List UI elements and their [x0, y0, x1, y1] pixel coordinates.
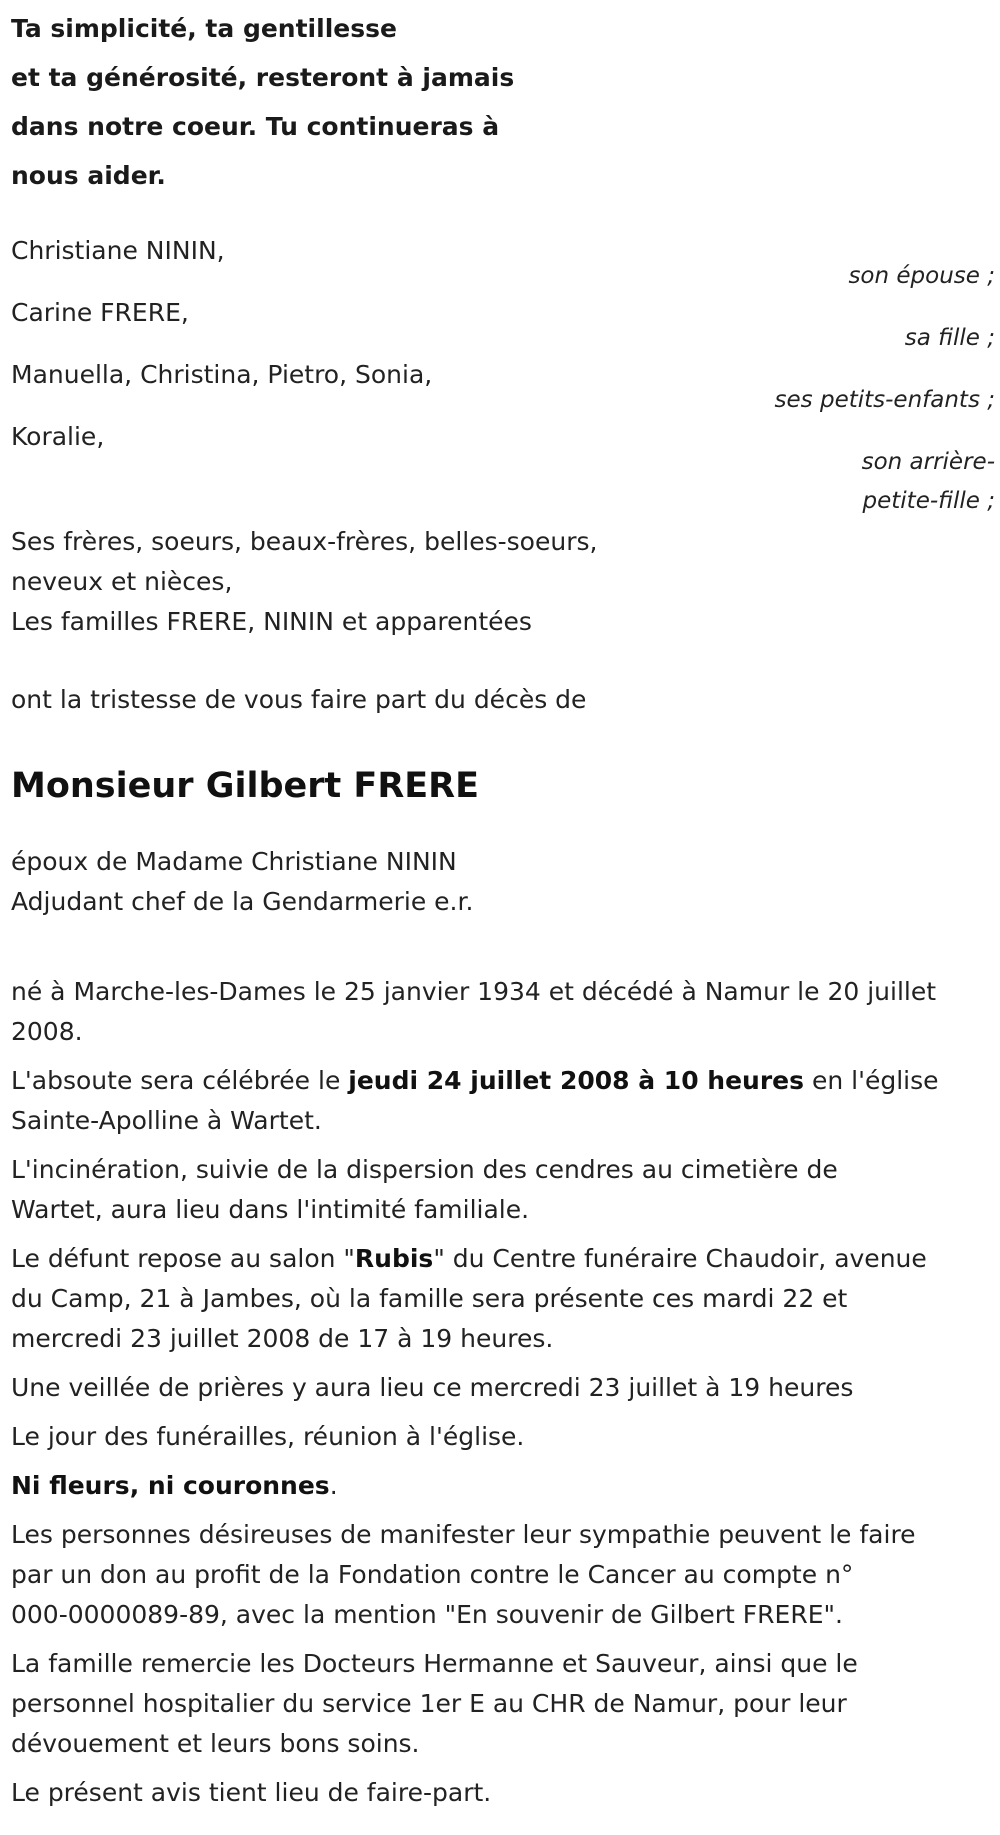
family-member-name: Carine FRERE, — [11, 298, 189, 327]
reunion-paragraph — [11, 1417, 996, 1457]
detail-line: époux de Madame Christiane NININ — [11, 847, 457, 876]
paragraph-line: Sainte-Apolline à Wartet. — [11, 1106, 322, 1135]
deceased-details — [11, 842, 996, 922]
absoute-paragraph — [11, 1061, 996, 1141]
paragraph-line: par un don au profit de la Fondation contre le Cancer au compte n° — [11, 1560, 854, 1589]
relatives-line: Les familles FRERE, NININ et apparentées — [11, 607, 532, 636]
paragraph-line: Le jour des funérailles, réunion à l'église. — [11, 1422, 525, 1451]
donation-paragraph — [11, 1515, 996, 1635]
announcement — [11, 680, 996, 720]
paragraph-line: 000-0000089-89, avec la mention "En souvenir de Gilbert FRERE". — [11, 1600, 843, 1629]
epitaph — [11, 4, 571, 200]
birth-death-paragraph — [11, 972, 996, 1052]
paragraph-line: Le présent avis tient lieu de faire-part. — [11, 1778, 492, 1807]
flowers-punct: . — [329, 1471, 338, 1500]
family-member-name: Koralie, — [11, 422, 105, 451]
paragraph-line: La famille remercie les Docteurs Hermanne et Sauveur, ainsi que le — [11, 1649, 858, 1678]
paragraph-line — [11, 1466, 996, 1506]
family-member-name: Christiane NININ, — [11, 236, 225, 265]
family-member-relation: son épouse ; — [848, 263, 995, 289]
salon-name: Rubis — [354, 1244, 434, 1273]
epitaph-line: dans notre coeur. Tu continueras à — [11, 112, 500, 141]
epitaph-line: nous aider. — [11, 161, 166, 190]
incineration-paragraph — [11, 1150, 996, 1230]
family-member-relation: son arrière- — [861, 449, 995, 475]
family-member-relation: ses petits-enfants ; — [774, 387, 995, 413]
veillee-paragraph — [11, 1368, 996, 1408]
paragraph-line: 2008. — [11, 1017, 83, 1046]
paragraph-line: né à Marche-les-Dames le 25 janvier 1934 et décédé à Namur le 20 juillet — [11, 977, 937, 1006]
closing-paragraph — [11, 1773, 996, 1813]
family-member-relation: petite-fille ; — [862, 488, 995, 514]
paragraph-line — [11, 1061, 996, 1101]
paragraph-line: Les personnes désireuses de manifester leur sympathie peuvent le faire — [11, 1520, 916, 1549]
paragraph-line: personnel hospitalier du service 1er E au CHR de Namur, pour leur — [11, 1689, 847, 1718]
deceased-name: Monsieur Gilbert FRERE — [11, 766, 480, 806]
paragraph-line: dévouement et leurs bons soins. — [11, 1729, 420, 1758]
repose-text: Le défunt repose au salon " — [11, 1244, 355, 1273]
family-member-relation: sa fille ; — [904, 325, 995, 351]
detail-line: Adjudant chef de la Gendarmerie e.r. — [11, 887, 474, 916]
paragraph-line — [11, 1239, 996, 1279]
family-member-name: Manuella, Christina, Pietro, Sonia, — [11, 360, 433, 389]
paragraph-line: du Camp, 21 à Jambes, où la famille sera présente ces mardi 22 et — [11, 1284, 848, 1313]
obituary-body — [11, 972, 996, 1822]
repose-text: " du Centre funéraire Chaudoir, avenue — [433, 1244, 927, 1273]
thanks-paragraph — [11, 1644, 996, 1764]
absoute-date: jeudi 24 juillet 2008 à 10 heures — [348, 1066, 805, 1095]
flowers-paragraph — [11, 1466, 996, 1506]
repose-paragraph — [11, 1239, 996, 1359]
relatives-line: neveux et nièces, — [11, 567, 233, 596]
epitaph-line: et ta générosité, resteront à jamais — [11, 63, 515, 92]
paragraph-line: Wartet, aura lieu dans l'intimité familiale. — [11, 1195, 530, 1224]
absoute-text: L'absoute sera célébrée le — [11, 1066, 349, 1095]
absoute-text: en l'église — [804, 1066, 939, 1095]
flowers-notice: Ni fleurs, ni couronnes — [11, 1471, 330, 1500]
announcement-text: ont la tristesse de vous faire part du décès de — [11, 685, 587, 714]
paragraph-line: mercredi 23 juillet 2008 de 17 à 19 heures. — [11, 1324, 554, 1353]
paragraph-line: Une veillée de prières y aura lieu ce mercredi 23 juillet à 19 heures — [11, 1373, 854, 1402]
paragraph-line: L'incinération, suivie de la dispersion des cendres au cimetière de — [11, 1155, 838, 1184]
relatives-line: Ses frères, soeurs, beaux-frères, belles-soeurs, — [11, 527, 598, 556]
epitaph-line: Ta simplicité, ta gentillesse — [11, 14, 397, 43]
relatives-list — [11, 522, 996, 642]
